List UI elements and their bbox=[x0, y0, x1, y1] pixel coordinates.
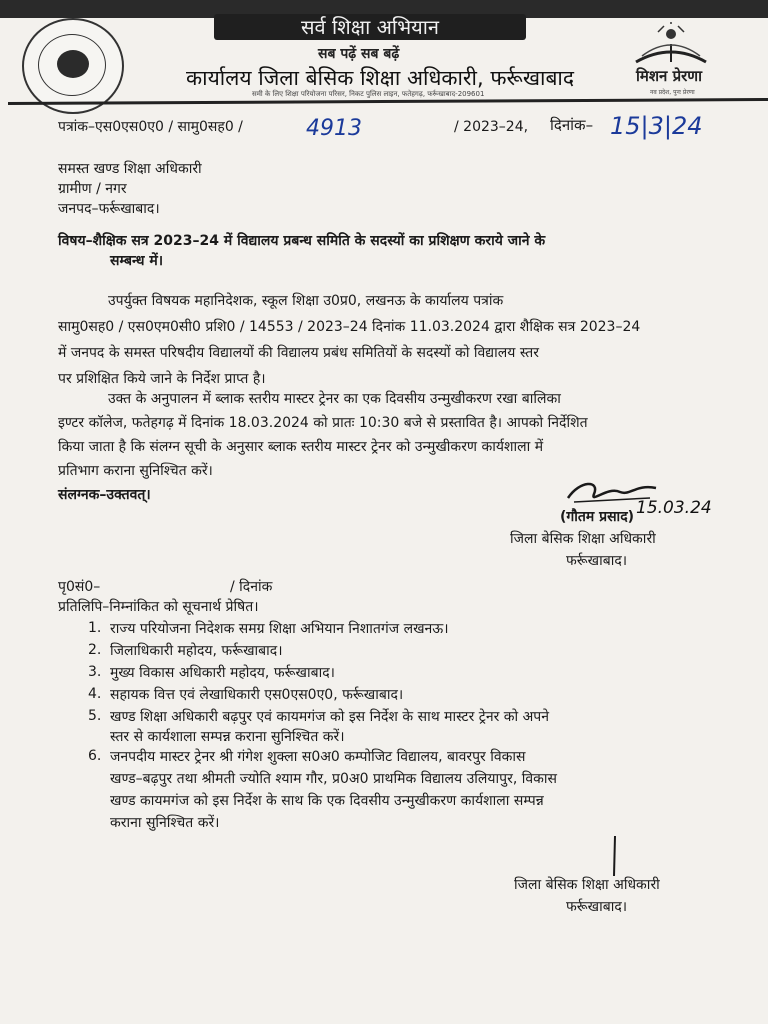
list-item: जनपदीय मास्टर ट्रेनर श्री गंगेश शुक्ला स0अ0 कम्पोजिट विद्यालय, बावरपुर विकास bbox=[110, 749, 526, 765]
ref-prefix: पत्रांक–एस0एस0ए0 / सामु0सह0 / bbox=[58, 119, 243, 135]
para2-line: इण्टर कॉलेज, फतेहगढ़ में दिनांक 18.03.2024 को प्रातः 10:30 बजे से प्रस्तावित है। आपको निर्देशित bbox=[58, 415, 588, 431]
mission-prerna-logo-icon bbox=[628, 22, 714, 68]
copy-signatory-designation: जिला बेसिक शिक्षा अधिकारी bbox=[514, 877, 660, 893]
list-item-continuation: कराना सुनिश्चित करें। bbox=[110, 815, 220, 831]
list-item-continuation: खण्ड–बढ़पुर तथा श्रीमती ज्योति श्याम गौर, प्र0अ0 प्राथमिक विद्यालय उलियापुर, विकास bbox=[110, 771, 557, 787]
ref-number-handwritten: 4913 bbox=[306, 116, 362, 141]
list-item: खण्ड शिक्षा अधिकारी बढ़पुर एवं कायमगंज को इस निर्देश के साथ मास्टर ट्रेनर को अपने bbox=[110, 709, 550, 725]
copy-signatory-place: फर्रूखाबाद। bbox=[566, 899, 628, 915]
office-address: समी के लिए शिक्षा परियोजना परिसर, निकट पुलिस लाइन, फतेहगढ़, फर्रूखाबाद-209601 bbox=[252, 90, 485, 98]
addressee-line-1: समस्त खण्ड शिक्षा अधिकारी bbox=[58, 161, 202, 177]
subject-line-1: विषय–शैक्षिक सत्र 2023–24 में विद्यालय प्रबन्ध समिति के सदस्यों का प्रशिक्षण कराये जाने के bbox=[58, 233, 546, 249]
mission-subtitle: नव प्रदेश, पुनः प्रेरणा bbox=[650, 89, 695, 96]
signatory-designation: जिला बेसिक शिक्षा अधिकारी bbox=[510, 531, 656, 547]
para2-line: किया जाता है कि संलग्न सूची के अनुसार ब्लाक स्तरीय मास्टर ट्रेनर को उन्मुखीकरण कार्यशाला में bbox=[58, 439, 544, 455]
addressee-line-3: जनपद–फर्रूखाबाद। bbox=[58, 201, 160, 217]
list-item-number: 1. bbox=[88, 620, 102, 636]
mission-title: मिशन प्रेरणा bbox=[636, 67, 703, 85]
para1-line: सामु0सह0 / एस0एम0सी0 प्रशि0 / 14553 / 2023–24 दिनांक 11.03.2024 द्वारा शैक्षिक सत्र 2023–24 bbox=[58, 319, 641, 335]
para2-line: प्रतिभाग कराना सुनिश्चित करें। bbox=[58, 463, 213, 479]
copy-intro: प्रतिलिपि–निम्नांकित को सूचनार्थ प्रेषित। bbox=[58, 599, 259, 615]
signature-date-handwritten: 15.03.24 bbox=[636, 498, 712, 518]
para1-line: में जनपद के समस्त परिषदीय विद्यालयों की विद्यालय प्रबंध समितियों के सदस्यों को विद्यालय स्तर bbox=[58, 345, 539, 361]
tagline: सब पढ़ें सब बढ़ें bbox=[318, 46, 400, 62]
list-item: राज्य परियोजना निदेशक समग्र शिक्षा अभियान निशातगंज लखनऊ। bbox=[110, 621, 449, 637]
list-item-continuation: खण्ड कायमगंज को इस निर्देश के साथ कि एक दिवसीय उन्मुखीकरण कार्यशाला सम्पन्न bbox=[110, 793, 544, 809]
signatory-name: (गौतम प्रसाद) bbox=[560, 509, 635, 525]
list-item-continuation: स्तर से कार्यशाला सम्पन्न कराना सुनिश्चित करें। bbox=[110, 729, 345, 745]
subject-line-2: सम्बन्ध में। bbox=[110, 253, 164, 269]
ref-year: / 2023–24, bbox=[454, 119, 529, 135]
signatory-place: फर्रूखाबाद। bbox=[566, 553, 628, 569]
list-item-number: 4. bbox=[88, 686, 102, 702]
banner-title: सर्व शिक्षा अभियान bbox=[214, 14, 526, 40]
office-title: कार्यालय जिला बेसिक शिक्षा अधिकारी, फर्रूखाबाद bbox=[186, 66, 575, 90]
list-item: सहायक वित्त एवं लेखाधिकारी एस0एस0ए0, फर्रूखाबाद। bbox=[110, 687, 404, 703]
para1-line: उपर्युक्त विषयक महानिदेशक, स्कूल शिक्षा उ0प्र0, लखनऊ के कार्यालय पत्रांक bbox=[108, 293, 504, 309]
enclosure-note: संलग्नक–उक्तवत्। bbox=[58, 487, 151, 503]
list-item-number: 6. bbox=[88, 748, 102, 764]
list-item-number: 5. bbox=[88, 708, 102, 724]
para2-line: उक्त के अनुपालन में ब्लाक स्तरीय मास्टर ट्रेनर का एक दिवसीय उन्मुखीकरण रखा बालिका bbox=[108, 391, 561, 407]
letterhead bbox=[0, 14, 768, 108]
list-item: जिलाधिकारी महोदय, फर्रूखाबाद। bbox=[110, 643, 283, 659]
copy-ref-date: / दिनांक bbox=[230, 579, 273, 595]
list-item: मुख्य विकास अधिकारी महोदय, फर्रूखाबाद। bbox=[110, 665, 335, 681]
list-item-number: 2. bbox=[88, 642, 102, 658]
addressee-line-2: ग्रामीण / नगर bbox=[58, 181, 127, 197]
ref-date-label: दिनांक– bbox=[550, 116, 594, 134]
para1-line: पर प्रशिक्षित किये जाने के निर्देश प्राप्त है। bbox=[58, 371, 266, 387]
initial-mark-icon bbox=[608, 834, 622, 878]
list-item-number: 3. bbox=[88, 664, 102, 680]
ref-date-handwritten: 15|3|24 bbox=[610, 112, 703, 140]
up-government-emblem-icon bbox=[22, 18, 124, 114]
copy-ref: पृ0सं0– bbox=[58, 579, 101, 595]
